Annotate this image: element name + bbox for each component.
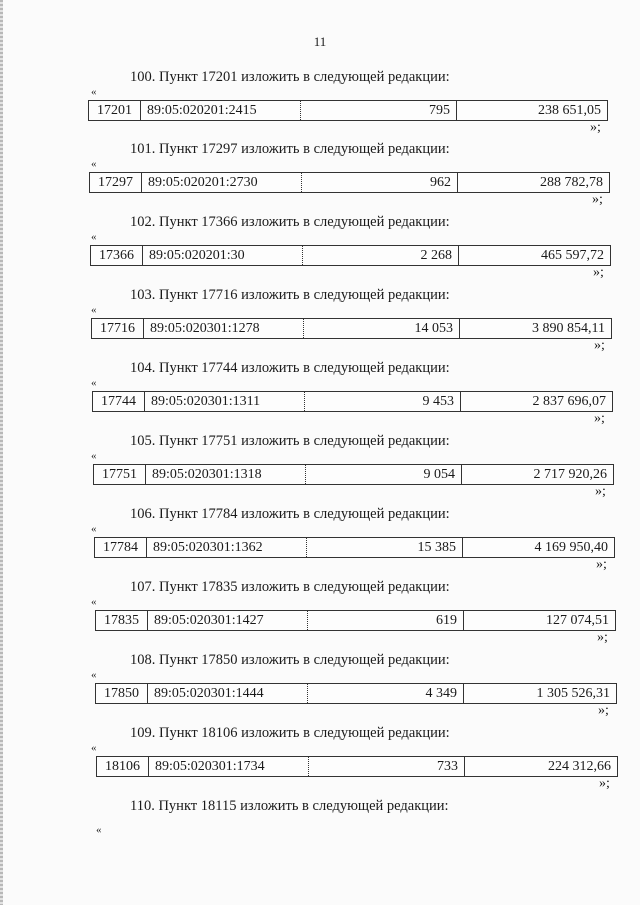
value-cell: 127 074,51 (463, 611, 615, 630)
table-row (90, 245, 611, 266)
amendment-heading: 104. Пункт 17744 изложить в следующей редакции: (130, 360, 450, 376)
cadastral-number-cell: 89:05:020301:1444 (147, 684, 307, 703)
amendment-heading: 102. Пункт 17366 изложить в следующей редакции: (130, 214, 450, 230)
opening-quote: « (91, 669, 97, 681)
area-cell: 14 053 (303, 319, 459, 338)
item-number-cell: 17784 (103, 540, 138, 555)
cadastral-number-cell: 89:05:020201:30 (142, 246, 302, 265)
cadastral-number-cell: 89:05:020301:1318 (145, 465, 305, 484)
table-row (89, 172, 610, 193)
amendment-heading: 110. Пункт 18115 изложить в следующей редакции: (130, 798, 449, 814)
area-cell: 733 (308, 757, 464, 776)
item-number-cell: 17850 (104, 686, 139, 701)
opening-quote: « (91, 304, 97, 316)
opening-quote: « (91, 231, 97, 243)
closing-quote: »; (593, 265, 604, 280)
area-cell: 795 (300, 101, 456, 120)
area-cell: 9 453 (304, 392, 460, 411)
amendment-entry (0, 433, 640, 505)
item-number-cell: 17751 (102, 467, 137, 482)
area-cell: 15 385 (306, 538, 462, 557)
area-cell: 4 349 (307, 684, 463, 703)
page-number: 11 (313, 34, 327, 49)
table-row (94, 537, 615, 558)
amendment-entry (0, 141, 640, 213)
opening-quote: « (91, 596, 97, 608)
item-number-cell: 18106 (105, 759, 140, 774)
cadastral-number-cell: 89:05:020201:2730 (141, 173, 301, 192)
value-cell: 2 837 696,07 (460, 392, 612, 411)
table-row (96, 756, 618, 777)
amendment-entry (0, 214, 640, 286)
value-cell: 238 651,05 (456, 101, 607, 120)
table-row (92, 391, 613, 412)
area-cell: 619 (307, 611, 463, 630)
value-cell: 288 782,78 (457, 173, 609, 192)
area-cell: 9 054 (305, 465, 461, 484)
opening-quote: « (91, 377, 97, 389)
table-row (95, 610, 616, 631)
item-number-cell: 17201 (97, 103, 132, 118)
value-cell: 3 890 854,11 (459, 319, 611, 338)
amendment-heading: 107. Пункт 17835 изложить в следующей редакции: (130, 579, 450, 595)
opening-quote: « (91, 742, 97, 754)
item-number-cell: 17835 (104, 613, 139, 628)
value-cell: 465 597,72 (458, 246, 610, 265)
amendment-entry (0, 69, 640, 141)
amendment-entry (0, 652, 640, 724)
table-row (93, 464, 614, 485)
cadastral-number-cell: 89:05:020301:1278 (143, 319, 303, 338)
value-cell: 1 305 526,31 (463, 684, 616, 703)
item-number-cell: 17297 (98, 175, 133, 190)
closing-quote: »; (594, 338, 605, 353)
amendment-entry (0, 506, 640, 578)
closing-quote: »; (592, 192, 603, 207)
closing-quote: »; (594, 411, 605, 426)
amendment-heading: 108. Пункт 17850 изложить в следующей редакции: (130, 652, 450, 668)
table-row (88, 100, 608, 121)
amendment-heading: 106. Пункт 17784 изложить в следующей редакции: (130, 506, 450, 522)
item-number-cell: 17744 (101, 394, 136, 409)
cadastral-number-cell: 89:05:020301:1362 (146, 538, 306, 557)
cadastral-number-cell: 89:05:020301:1311 (144, 392, 304, 411)
closing-quote: »; (596, 557, 607, 572)
closing-quote: »; (599, 776, 610, 791)
cadastral-number-cell: 89:05:020301:1734 (148, 757, 308, 776)
closing-quote: »; (597, 630, 608, 645)
amendment-heading: 101. Пункт 17297 изложить в следующей редакции: (130, 141, 450, 157)
amendment-heading: 105. Пункт 17751 изложить в следующей редакции: (130, 433, 450, 449)
closing-quote: »; (598, 703, 609, 718)
item-number-cell: 17366 (99, 248, 134, 263)
closing-quote: »; (595, 484, 606, 499)
amendment-entry (0, 579, 640, 651)
opening-quote: « (91, 523, 97, 535)
table-row (95, 683, 617, 704)
amendment-heading: 100. Пункт 17201 изложить в следующей редакции: (130, 69, 450, 85)
opening-quote: « (91, 450, 97, 462)
amendment-entry (0, 360, 640, 432)
cadastral-number-cell: 89:05:020201:2415 (140, 101, 300, 120)
value-cell: 2 717 920,26 (461, 465, 613, 484)
table-row (91, 318, 612, 339)
opening-quote: « (91, 86, 97, 98)
amendment-entry (0, 725, 640, 797)
item-number-cell: 17716 (100, 321, 135, 336)
opening-quote: « (96, 824, 102, 836)
amendment-heading: 109. Пункт 18106 изложить в следующей редакции: (130, 725, 450, 741)
area-cell: 962 (301, 173, 457, 192)
value-cell: 224 312,66 (464, 757, 617, 776)
closing-quote: »; (590, 120, 601, 135)
opening-quote: « (91, 158, 97, 170)
amendment-entry (0, 287, 640, 359)
amendment-heading: 103. Пункт 17716 изложить в следующей редакции: (130, 287, 450, 303)
value-cell: 4 169 950,40 (462, 538, 614, 557)
area-cell: 2 268 (302, 246, 458, 265)
cadastral-number-cell: 89:05:020301:1427 (147, 611, 307, 630)
